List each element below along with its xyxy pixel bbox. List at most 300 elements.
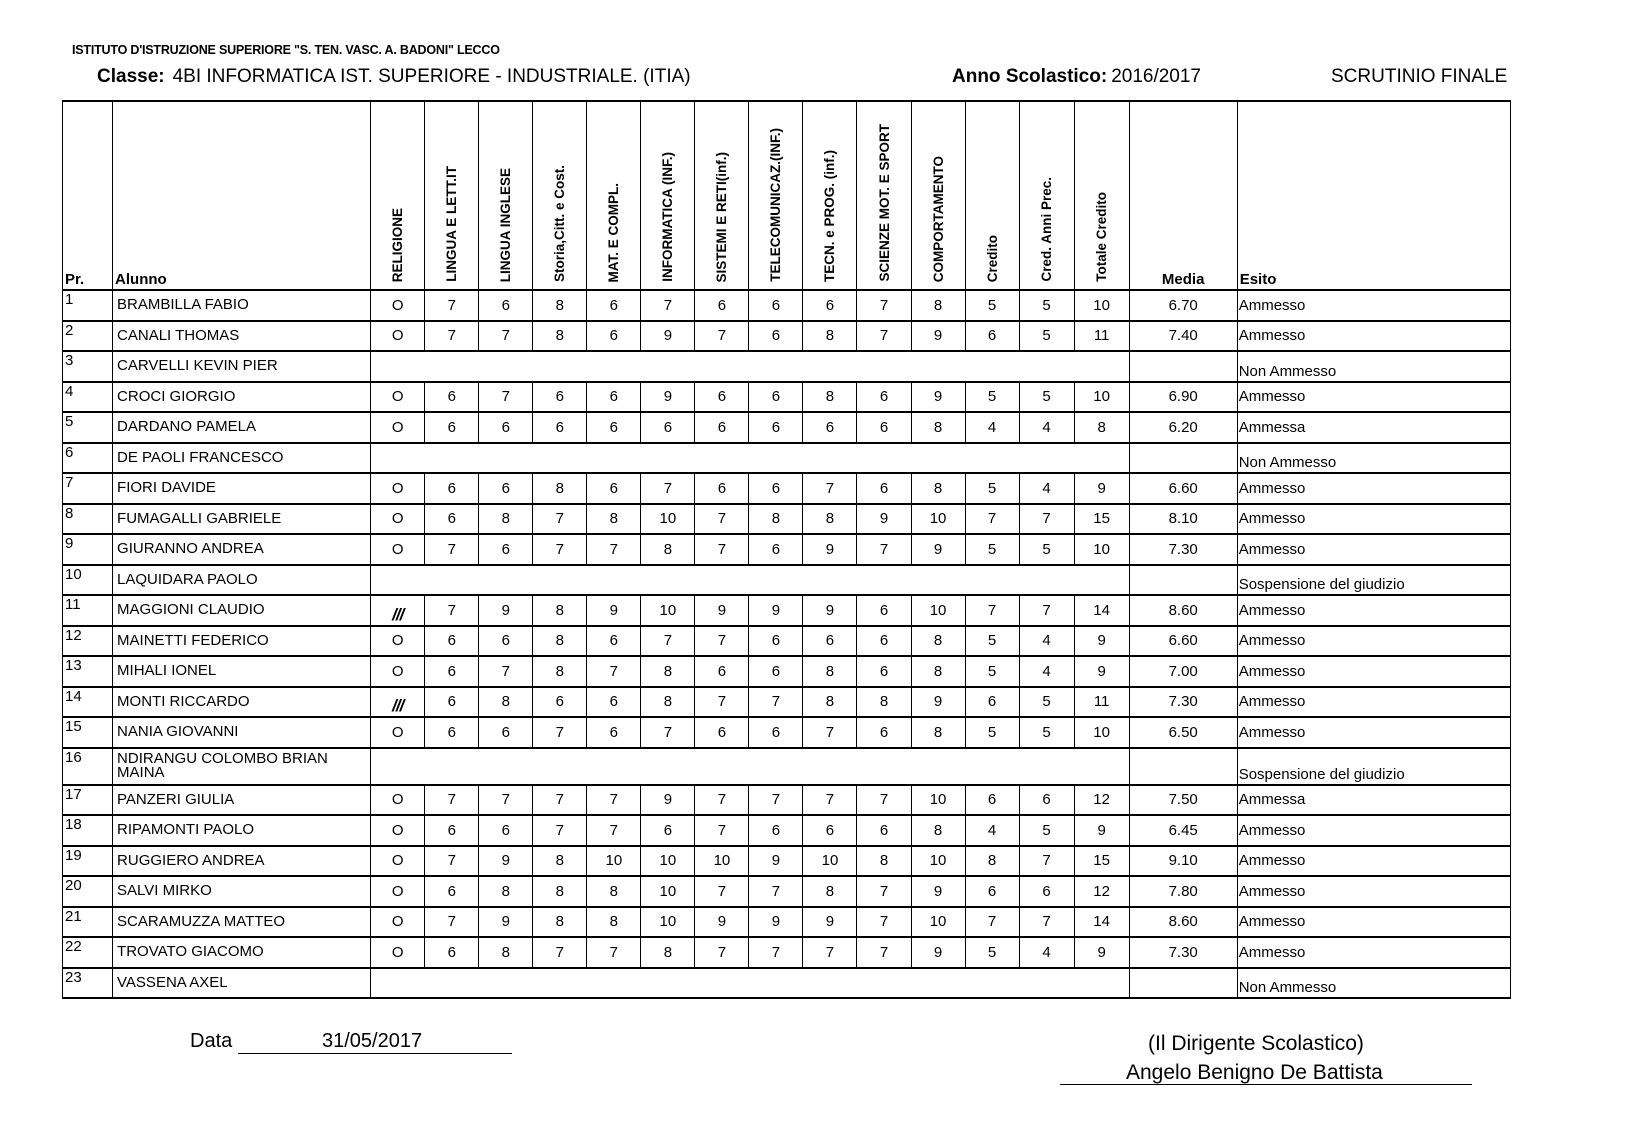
grade-cell: 6 [641, 815, 695, 846]
grade-cell: 7 [749, 687, 803, 718]
table-row [63, 876, 1511, 907]
grade-cell: 6 [857, 717, 911, 748]
grade-cell: 8 [587, 504, 641, 535]
grade-cell: 6 [641, 412, 695, 443]
student-name: NDIRANGU COLOMBO BRIAN MAINA [113, 748, 371, 785]
column-header-subject [857, 101, 911, 290]
grade-cell: 7 [803, 717, 857, 748]
outcome-cell: Ammesso [1237, 290, 1510, 321]
student-name: TROVATO GIACOMO [113, 937, 371, 968]
grade-cell: 4 [965, 815, 1019, 846]
grade-cell: 6 [749, 321, 803, 352]
student-name: LAQUIDARA PAOLO [113, 565, 371, 596]
grade-cell: 6 [479, 815, 533, 846]
grade-cell: 10 [911, 907, 965, 938]
grade-cell: 8 [533, 321, 587, 352]
outcome-cell: Ammesso [1237, 846, 1510, 877]
outcome-cell: Ammesso [1237, 876, 1510, 907]
grade-cell: 10 [587, 846, 641, 877]
grade-cell: 8 [533, 473, 587, 504]
grade-cell: 8 [533, 290, 587, 321]
grade-cell: 6 [695, 473, 749, 504]
date-label: Data [190, 1030, 233, 1052]
table-row [63, 815, 1511, 846]
column-header-subject [641, 101, 695, 290]
subject-label: Totale Credito [1094, 192, 1110, 282]
grade-cell: 7 [749, 785, 803, 816]
outcome-cell: Ammesso [1237, 656, 1510, 687]
table-row [63, 937, 1511, 968]
subject-label: Storia,Citt. e Cost. [552, 164, 568, 282]
row-number: 8 [63, 504, 113, 535]
average-cell: 7.80 [1129, 876, 1237, 907]
grade-cell: 6 [479, 626, 533, 657]
grade-cell: 9 [911, 321, 965, 352]
table-row [63, 595, 1511, 626]
column-header-pr: Pr. [63, 101, 113, 290]
grade-cell: 6 [749, 717, 803, 748]
table-row [63, 656, 1511, 687]
average-cell [1129, 968, 1237, 999]
student-name: PANZERI GIULIA [113, 785, 371, 816]
table-row [63, 565, 1511, 596]
subject-label: COMPORTAMENTO [930, 155, 946, 282]
grade-cell: 11 [1074, 687, 1129, 718]
grade-cell: 10 [911, 595, 965, 626]
grade-cell: 8 [803, 382, 857, 413]
grade-cell: 8 [1074, 412, 1129, 443]
grade-cell: 7 [641, 290, 695, 321]
student-name: NANIA GIOVANNI [113, 717, 371, 748]
outcome-cell: Ammessa [1237, 412, 1510, 443]
grade-cell: 7 [857, 290, 911, 321]
grade-cell: 10 [1074, 382, 1129, 413]
grade-cell: 6 [857, 656, 911, 687]
grade-cell: 6 [587, 321, 641, 352]
grade-cell: 6 [749, 815, 803, 846]
average-cell: 8.60 [1129, 595, 1237, 626]
grade-cell: 7 [533, 937, 587, 968]
row-number: 2 [63, 321, 113, 352]
student-name: CARVELLI KEVIN PIER [113, 351, 371, 382]
grade-cell: 6 [425, 626, 479, 657]
grade-cell: 10 [1074, 534, 1129, 565]
grade-cell: 9 [1074, 626, 1129, 657]
row-number: 15 [63, 717, 113, 748]
grade-cell: 7 [479, 656, 533, 687]
grade-cell: 5 [965, 656, 1019, 687]
grade-cell: 7 [479, 321, 533, 352]
average-cell [1129, 565, 1237, 596]
row-number: 5 [63, 412, 113, 443]
student-name: DARDANO PAMELA [113, 412, 371, 443]
grade-cell: 4 [1019, 473, 1074, 504]
date-underline [238, 1053, 512, 1054]
religion-cell: O [371, 534, 425, 565]
grade-cell: 7 [641, 473, 695, 504]
grade-cell: 6 [749, 534, 803, 565]
subject-label: SISTEMI E RETI(inf.) [714, 151, 730, 282]
grade-cell: 7 [587, 785, 641, 816]
grade-cell: 6 [749, 473, 803, 504]
religion-cell: O [371, 656, 425, 687]
average-cell: 7.30 [1129, 687, 1237, 718]
outcome-cell: Ammesso [1237, 937, 1510, 968]
institute-name: ISTITUTO D'ISTRUZIONE SUPERIORE "S. TEN. VASC. A. BADONI" LECCO [72, 43, 500, 57]
grade-cell: 8 [479, 876, 533, 907]
average-cell: 6.60 [1129, 473, 1237, 504]
grade-cell: 7 [695, 504, 749, 535]
grade-cell: 9 [479, 846, 533, 877]
grade-cell: 8 [641, 687, 695, 718]
grade-cell: 6 [749, 412, 803, 443]
grade-cell: 7 [587, 815, 641, 846]
grade-cell: 6 [803, 290, 857, 321]
average-cell [1129, 351, 1237, 382]
school-year [952, 66, 1201, 88]
grade-cell: 8 [533, 876, 587, 907]
grade-cell: 7 [965, 907, 1019, 938]
grade-cell: 6 [425, 382, 479, 413]
student-name: CROCI GIORGIO [113, 382, 371, 413]
column-header-subject [479, 101, 533, 290]
grade-cell: 7 [425, 785, 479, 816]
grade-cell: 6 [803, 412, 857, 443]
average-cell: 6.70 [1129, 290, 1237, 321]
grade-cell: 8 [803, 876, 857, 907]
header-row [63, 101, 1511, 290]
grade-cell: 9 [641, 785, 695, 816]
grade-cell: 6 [479, 290, 533, 321]
outcome-cell: Ammesso [1237, 382, 1510, 413]
grade-cell: 8 [911, 717, 965, 748]
outcome-cell: Ammesso [1237, 321, 1510, 352]
grade-cell: 7 [965, 504, 1019, 535]
grade-cell: 5 [965, 473, 1019, 504]
grade-cell: 5 [965, 937, 1019, 968]
grade-cell: 8 [533, 907, 587, 938]
grade-cell: 8 [479, 687, 533, 718]
grade-cell: 9 [695, 907, 749, 938]
grade-cell: 9 [749, 595, 803, 626]
average-cell: 7.30 [1129, 534, 1237, 565]
grade-cell: 8 [533, 595, 587, 626]
grade-cell: 7 [425, 290, 479, 321]
empty-grades-cell [371, 351, 1129, 382]
grade-cell: 7 [479, 785, 533, 816]
principal-title: (Il Dirigente Scolastico) [1148, 1032, 1364, 1055]
student-name: RUGGIERO ANDREA [113, 846, 371, 877]
grade-cell: 8 [479, 937, 533, 968]
grade-cell: 5 [1019, 290, 1074, 321]
religion-cell: O [371, 815, 425, 846]
grade-cell: 7 [533, 534, 587, 565]
grade-cell: 6 [857, 412, 911, 443]
grade-cell: 6 [425, 876, 479, 907]
grade-cell: 9 [695, 595, 749, 626]
row-number: 12 [63, 626, 113, 657]
average-cell: 6.60 [1129, 626, 1237, 657]
grade-cell: 7 [803, 937, 857, 968]
table-row [63, 290, 1511, 321]
table-row [63, 321, 1511, 352]
religion-cell: O [371, 504, 425, 535]
grade-cell: 7 [1019, 595, 1074, 626]
outcome-cell: Ammesso [1237, 534, 1510, 565]
empty-grades-cell [371, 748, 1129, 785]
grade-cell: 7 [803, 473, 857, 504]
grade-cell: 8 [857, 846, 911, 877]
grade-cell: 6 [803, 626, 857, 657]
grade-cell: 9 [749, 846, 803, 877]
grade-cell: 9 [1074, 815, 1129, 846]
grade-cell: 10 [911, 846, 965, 877]
grade-cell: 7 [425, 321, 479, 352]
grade-cell: 5 [965, 626, 1019, 657]
column-header-subject [587, 101, 641, 290]
row-number: 9 [63, 534, 113, 565]
average-cell: 8.10 [1129, 504, 1237, 535]
religion-cell: O [371, 937, 425, 968]
outcome-cell: Ammesso [1237, 815, 1510, 846]
grade-cell: 10 [641, 595, 695, 626]
grade-cell: 7 [587, 534, 641, 565]
grade-cell: 6 [425, 937, 479, 968]
grade-cell: 6 [425, 412, 479, 443]
column-header-subject [1074, 101, 1129, 290]
religion-cell: O [371, 785, 425, 816]
grade-cell: 8 [803, 321, 857, 352]
grade-cell: 4 [1019, 412, 1074, 443]
grade-cell: 6 [695, 290, 749, 321]
outcome-cell: Ammesso [1237, 504, 1510, 535]
table-row [63, 907, 1511, 938]
grade-cell: 8 [479, 504, 533, 535]
grade-cell: 8 [911, 626, 965, 657]
grade-cell: 7 [1019, 907, 1074, 938]
grade-cell: 10 [1074, 290, 1129, 321]
grade-cell: 7 [965, 595, 1019, 626]
column-header-subject [371, 101, 425, 290]
outcome-cell: Ammesso [1237, 907, 1510, 938]
date-value: 31/05/2017 [322, 1030, 423, 1052]
average-cell: 6.50 [1129, 717, 1237, 748]
grade-cell: 10 [1074, 717, 1129, 748]
grade-cell: 7 [857, 534, 911, 565]
column-header-subject [911, 101, 965, 290]
subject-label: INFORMATICA (INF.) [660, 152, 676, 282]
grade-cell: 6 [857, 595, 911, 626]
religion-cell: O [371, 290, 425, 321]
row-number: 17 [63, 785, 113, 816]
school-year-label: Anno Scolastico: [952, 66, 1108, 87]
grade-cell: 15 [1074, 846, 1129, 877]
grade-cell: 6 [695, 717, 749, 748]
grade-cell: 6 [533, 382, 587, 413]
grade-cell: 7 [695, 534, 749, 565]
grade-cell: 9 [803, 595, 857, 626]
row-number: 16 [63, 748, 113, 785]
grade-cell: 6 [965, 785, 1019, 816]
grade-cell: 8 [749, 504, 803, 535]
table-row [63, 687, 1511, 718]
grade-cell: 7 [695, 687, 749, 718]
average-cell [1129, 443, 1237, 474]
grade-cell: 7 [533, 785, 587, 816]
grade-cell: 8 [911, 815, 965, 846]
grade-cell: 7 [857, 937, 911, 968]
empty-grades-cell [371, 443, 1129, 474]
row-number: 23 [63, 968, 113, 999]
grade-cell: 9 [911, 937, 965, 968]
grade-cell: 12 [1074, 876, 1129, 907]
student-name: DE PAOLI FRANCESCO [113, 443, 371, 474]
column-header-media: Media [1129, 101, 1237, 290]
subject-label: TELECOMUNICAZ.(INF.) [768, 128, 784, 282]
grade-cell: 5 [965, 382, 1019, 413]
class-value: 4BI INFORMATICA IST. SUPERIORE - INDUSTRIALE. (ITIA) [172, 66, 691, 87]
grade-cell: 9 [1074, 473, 1129, 504]
column-header-subject [695, 101, 749, 290]
grade-cell: 6 [425, 717, 479, 748]
religion-cell: O [371, 382, 425, 413]
grade-cell: 8 [911, 473, 965, 504]
grade-cell: 7 [695, 876, 749, 907]
grade-cell: 6 [479, 717, 533, 748]
student-name: MAGGIONI CLAUDIO [113, 595, 371, 626]
grade-cell: 7 [641, 717, 695, 748]
column-header-subject [749, 101, 803, 290]
student-name: SCARAMUZZA MATTEO [113, 907, 371, 938]
grade-cell: 7 [695, 785, 749, 816]
grade-cell: 7 [695, 815, 749, 846]
average-cell: 6.20 [1129, 412, 1237, 443]
grade-cell: 10 [911, 785, 965, 816]
column-header-subject [425, 101, 479, 290]
grade-cell: 5 [1019, 687, 1074, 718]
grade-cell: 8 [533, 626, 587, 657]
principal-name: Angelo Benigno De Battista [1126, 1061, 1383, 1084]
row-number: 14 [63, 687, 113, 718]
grade-cell: 6 [1019, 785, 1074, 816]
grade-cell: 9 [479, 907, 533, 938]
grade-cell: 7 [857, 321, 911, 352]
grade-cell: 6 [695, 382, 749, 413]
grade-cell: 6 [803, 815, 857, 846]
grade-cell: 6 [479, 473, 533, 504]
grade-cell: 6 [587, 626, 641, 657]
student-name: CANALI THOMAS [113, 321, 371, 352]
table-row [63, 412, 1511, 443]
grade-cell: 6 [533, 412, 587, 443]
grade-cell: 11 [1074, 321, 1129, 352]
table-row [63, 626, 1511, 657]
grade-cell: 7 [695, 937, 749, 968]
grade-cell: 7 [695, 626, 749, 657]
average-cell: 7.40 [1129, 321, 1237, 352]
grade-cell: 6 [587, 382, 641, 413]
column-header-subject [965, 101, 1019, 290]
grade-cell: 5 [965, 534, 1019, 565]
student-name: BRAMBILLA FABIO [113, 290, 371, 321]
grade-cell: 6 [965, 321, 1019, 352]
grade-cell: 4 [1019, 937, 1074, 968]
outcome-cell: Ammesso [1237, 717, 1510, 748]
grade-cell: 9 [911, 382, 965, 413]
grade-cell: 6 [425, 687, 479, 718]
grade-cell: 7 [425, 846, 479, 877]
row-number: 13 [63, 656, 113, 687]
religion-cell: O [371, 626, 425, 657]
outcome-cell: Sospensione del giudizio [1237, 565, 1510, 596]
outcome-cell: Ammesso [1237, 473, 1510, 504]
grade-cell: 6 [695, 412, 749, 443]
grade-cell: 8 [533, 846, 587, 877]
grade-cell: 6 [749, 656, 803, 687]
table-row [63, 504, 1511, 535]
grade-cell: 6 [857, 382, 911, 413]
table-body [63, 290, 1511, 998]
religion-cell: O [371, 907, 425, 938]
grade-cell: 6 [587, 290, 641, 321]
table-row [63, 846, 1511, 877]
grade-cell: 8 [965, 846, 1019, 877]
row-number: 10 [63, 565, 113, 596]
outcome-cell: Ammesso [1237, 626, 1510, 657]
row-number: 7 [63, 473, 113, 504]
grade-cell: 9 [857, 504, 911, 535]
grade-cell: 5 [1019, 321, 1074, 352]
row-number: 18 [63, 815, 113, 846]
grade-cell: 9 [641, 382, 695, 413]
grade-cell: 6 [857, 626, 911, 657]
subject-label: TECN. e PROG. (inf.) [822, 149, 838, 282]
grade-cell: 9 [1074, 656, 1129, 687]
religion-cell: /// [371, 687, 425, 718]
grade-cell: 8 [911, 412, 965, 443]
column-header-subject [1019, 101, 1074, 290]
student-name: FUMAGALLI GABRIELE [113, 504, 371, 535]
grade-cell: 8 [641, 937, 695, 968]
grade-cell: 10 [803, 846, 857, 877]
table-row [63, 351, 1511, 382]
grade-cell: 10 [911, 504, 965, 535]
grade-cell: 6 [425, 473, 479, 504]
outcome-cell: Ammesso [1237, 687, 1510, 718]
grade-cell: 7 [533, 815, 587, 846]
grade-cell: 5 [1019, 717, 1074, 748]
subject-label: Credito [984, 234, 1000, 282]
grade-cell: 6 [695, 656, 749, 687]
grade-cell: 6 [749, 626, 803, 657]
grade-cell: 7 [857, 785, 911, 816]
student-name: MONTI RICCARDO [113, 687, 371, 718]
grade-cell: 8 [803, 656, 857, 687]
grade-cell: 10 [641, 907, 695, 938]
grade-cell: 9 [641, 321, 695, 352]
student-name: MIHALI IONEL [113, 656, 371, 687]
grade-cell: 6 [425, 504, 479, 535]
grade-cell: 6 [479, 534, 533, 565]
table-row [63, 382, 1511, 413]
grade-cell: 6 [749, 290, 803, 321]
grade-cell: 7 [749, 876, 803, 907]
grade-cell: 7 [533, 504, 587, 535]
grade-cell: 6 [857, 815, 911, 846]
table-row [63, 473, 1511, 504]
average-cell: 7.50 [1129, 785, 1237, 816]
grade-cell: 7 [1019, 846, 1074, 877]
